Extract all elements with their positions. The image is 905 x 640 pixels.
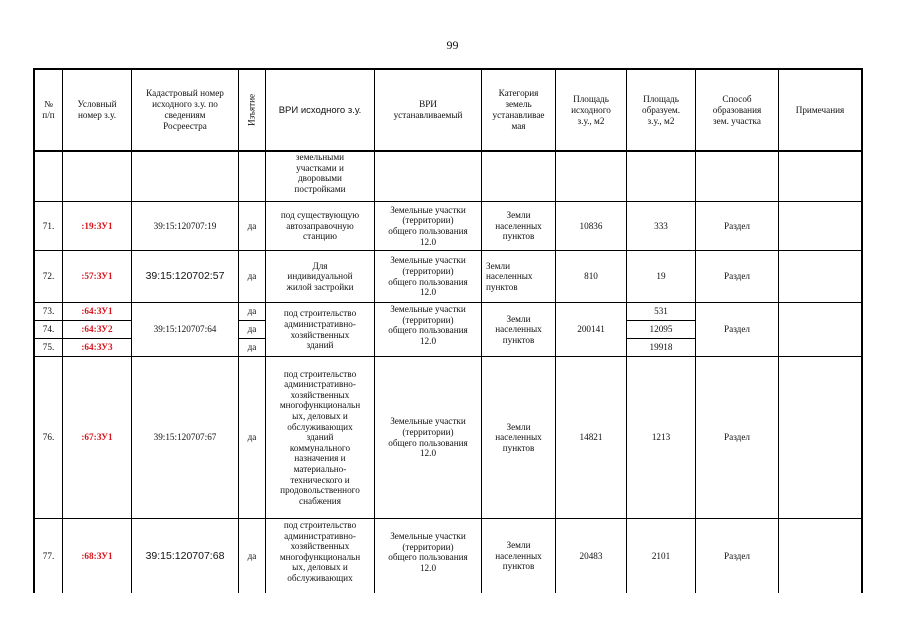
row-77-num: 77. (42, 550, 55, 561)
row-77-cadastral-number: 39:15:120707:68 (145, 549, 225, 562)
row-71-conditional-number: :19:ЗУ1 (81, 220, 113, 231)
row-71-area-source: 10836 (579, 220, 603, 231)
group-73-75-vri-set: Земельные участки (территории) общего пользования 12.0 (388, 304, 468, 346)
row-72-num: 72. (42, 271, 55, 282)
header-cadastral-number: Кадастровый номер исходного з.у. по сведениям Росреестра (146, 88, 224, 131)
group-73-75-cadastral-number: 39:15:120707:64 (153, 324, 217, 335)
row-76-cadastral-number: 39:15:120707:67 (153, 432, 217, 443)
row-76-area-new: 1213 (651, 432, 671, 443)
row-72-area-source: 810 (584, 271, 598, 282)
continuation-vri-source: земельными участками и дворовыми постройками (294, 152, 346, 194)
header-area-new: Площадь образуем. з.у., м2 (641, 93, 681, 126)
row-72-vri-source: Для индивидуальной жилой застройки (286, 260, 354, 292)
row-75-num: 75. (42, 342, 55, 353)
header-izyatie: Изъятие (246, 93, 257, 127)
row-76-method: Раздел (724, 432, 750, 443)
row-71-vri-source: под существующую автозаправочную станцию (280, 210, 360, 242)
row-72-method: Раздел (724, 271, 750, 282)
row-73-area-new: 531 (654, 306, 668, 317)
row-71-method: Раздел (724, 220, 750, 231)
group-73-75-method: Раздел (724, 324, 750, 335)
row-76-conditional-number: :67:ЗУ1 (81, 432, 113, 443)
row-75-conditional-number: :64:ЗУ3 (81, 342, 113, 353)
row-72-land-category: Земли населенных пунктов (486, 260, 533, 292)
row-74-area-new: 12095 (649, 324, 673, 335)
page-number: 99 (446, 38, 459, 52)
row-72-vri-set: Земельные участки (территории) общего пользования 12.0 (388, 255, 468, 298)
row-76-vri-source: под строительство административно- хозяйственных многофункциональн ых, деловых и обслуживающих зданий коммунального назначения и материально- технического и продовольственного снабжения (279, 368, 361, 506)
header-bottom-rule (33, 150, 862, 152)
row-71-izyatie: да (247, 220, 257, 231)
row-71-area-new: 333 (654, 220, 668, 231)
row-76-land-category: Земли населенных пунктов (495, 421, 542, 453)
header-notes: Примечания (795, 104, 845, 115)
row-71-num: 71. (42, 220, 55, 231)
row-71-land-category: Земли населенных пунктов (495, 210, 542, 242)
row-74-conditional-number: :64:ЗУ2 (81, 324, 113, 335)
group-73-75-land-category: Земли населенных пунктов (495, 313, 542, 345)
header-land-category: Категория земель устанавливае мая (492, 88, 545, 131)
row-77-izyatie: да (247, 550, 257, 561)
row-71-vri-set: Земельные участки (территории) общего пользования 12.0 (388, 204, 468, 247)
header-num: № п/п (42, 99, 55, 120)
row-76-area-source: 14821 (579, 432, 603, 443)
header-vri-set: ВРИ устанавливаемый (393, 99, 463, 120)
row-73-izyatie: да (247, 306, 257, 317)
row-71-cadastral-number: 39:15:120707:19 (153, 220, 217, 231)
row-73-num: 73. (42, 306, 55, 317)
row-74-num: 74. (42, 324, 55, 335)
header-conditional-number: Условный номер з.у. (77, 99, 117, 120)
header-vri-source: ВРИ исходного з.у. (278, 104, 362, 116)
row-76-num: 76. (42, 432, 55, 443)
row-72-izyatie: да (247, 271, 257, 282)
row-77-conditional-number: :68:ЗУ1 (81, 550, 113, 561)
group-73-75-area-source: 200141 (577, 324, 605, 335)
row-76-izyatie: да (247, 432, 257, 443)
row-77-vri-set: Земельные участки (территории) общего пользования 12.0 (388, 531, 468, 573)
header-area-source: Площадь исходного з.у., м2 (571, 93, 611, 126)
table-border-right (861, 68, 863, 593)
header-formation-method: Способ образования зем. участка (712, 93, 762, 126)
row-72-conditional-number: :57:ЗУ1 (81, 271, 113, 282)
row-77-area-new: 2101 (651, 550, 671, 561)
row-72-area-new: 19 (656, 271, 666, 282)
row-74-izyatie: да (247, 324, 257, 335)
row-76-vri-set: Земельные участки (территории) общего пользования 12.0 (388, 416, 468, 459)
row-77-area-source: 20483 (579, 550, 603, 561)
row-75-area-new: 19918 (649, 342, 673, 353)
row-72-cadastral-number: 39:15:120702:57 (145, 270, 225, 283)
group-73-75-vri-source: под строительство административно- хозяйственных зданий (283, 308, 357, 351)
row-77-vri-source: под строительство административно- хозяйственных многофункциональн ых, деловых и обслуживающих (279, 520, 361, 583)
row-77-land-category: Земли населенных пунктов (495, 540, 542, 572)
row-75-izyatie: да (247, 342, 257, 353)
row-77-method: Раздел (724, 550, 750, 561)
row-73-conditional-number: :64:ЗУ1 (81, 306, 113, 317)
